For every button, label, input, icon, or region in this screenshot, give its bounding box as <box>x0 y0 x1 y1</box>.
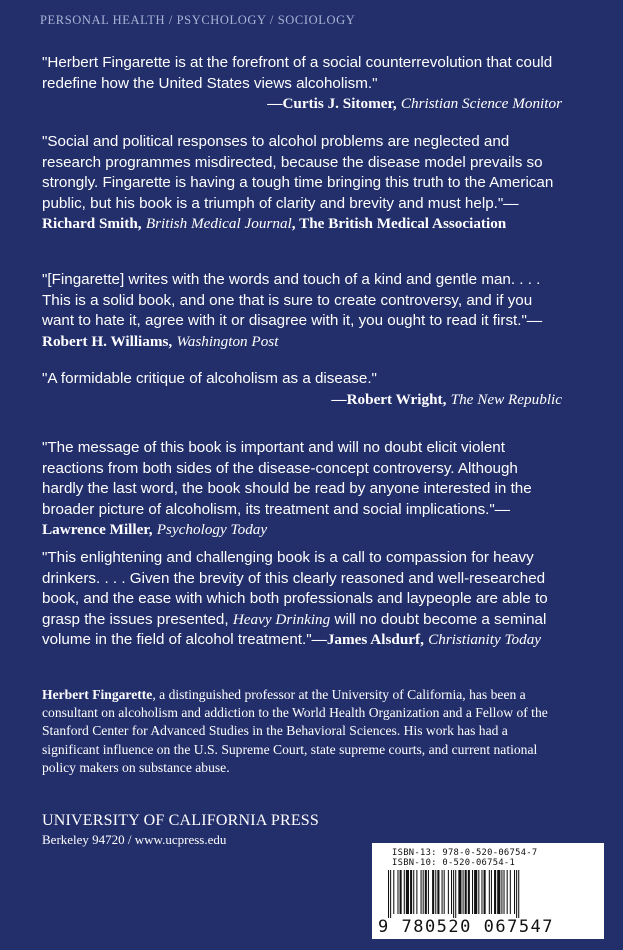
quote-author: —Robert Wright, <box>331 390 447 408</box>
author-bio <box>42 686 567 777</box>
quote-text: "This enlightening and challenging book is a call to compassion for heavy drinkers. . . . Given the brevity of this clearly reasoned and well-researched book, and the ease with which both professionals and laypeople are able to grasp the issues presented, <box>42 549 548 628</box>
quote-source: Christianity Today <box>428 631 542 648</box>
quote-author: —Curtis J. Sitomer, <box>267 95 397 112</box>
quote-inline-title: Heavy Drinking <box>232 610 331 628</box>
quote-author: — Robert H. Williams, <box>42 312 543 350</box>
barcode-bar <box>428 870 429 914</box>
author-name: Herbert Fingarette <box>42 687 153 702</box>
quote-attribution-line <box>42 390 562 411</box>
quote-source: Washington Post <box>176 332 279 350</box>
barcode-bar <box>406 870 409 914</box>
review-quote <box>42 438 562 541</box>
barcode-bar <box>455 870 456 918</box>
quote-text: "[Fingarette] writes with the words and touch of a kind and gentle man. . . . This is a solid book, and one that is sure to create controversy, and if you want to hate it, agree with it or disagree with it, you ought to read it first." <box>42 271 541 329</box>
publisher-address: Berkeley 94720 / www.ucpress.edu <box>42 832 227 847</box>
isbn10-label: ISBN-10: 0-520-06754-1 <box>392 858 516 868</box>
quote-text-continued: will no doubt become a seminal volume in the field of alcohol treatment." <box>42 610 547 648</box>
barcode-bar <box>481 870 482 914</box>
review-quote <box>42 270 562 352</box>
quote-text: "Social and political responses to alcohol problems are neglected and research programmes misdirected, because the disease model prevails so strongly. Fingarette is having a tough time bringing this truth to the American public, but his book is a triumph of clarity and brevity and must help." <box>42 133 554 212</box>
barcode-bar <box>404 870 405 914</box>
review-quote <box>42 369 562 410</box>
author-bio-text: , a distinguished professor at the University of California, has been a consultant on alcoholism and addiction to the World Health Organization and a Fellow of the Stanford Center for Advanced Studies in the Behavioral Sciences. His work has had a significant influence on the U.S. Supreme Court, state supreme courts, and current national policy makers on substance abuse. <box>42 687 548 775</box>
barcode-bar <box>510 870 511 914</box>
barcode-bar <box>416 870 417 914</box>
quote-author: —Richard Smith, <box>42 194 519 232</box>
quote-source: Christian Science Monitor <box>400 95 562 112</box>
quote-author: —Lawrence Miller, <box>42 500 510 538</box>
barcode-bar <box>435 870 436 914</box>
barcode-bar <box>491 870 492 914</box>
barcode-bar <box>390 870 391 918</box>
barcode-bar <box>474 870 477 914</box>
quote-text: "The message of this book is important and will no doubt elicit violent reactions from both sides of the disease-concept controversy. Although hardly the last word, the book should be read by anyone interested in the broader picture of alcoholism, its treatment and social implications." <box>42 439 532 518</box>
isbn13-label: ISBN-13: 978-0-520-06754-7 <box>392 848 538 858</box>
review-quote <box>42 53 562 115</box>
barcode-bar <box>453 870 454 918</box>
barcode-bar <box>442 870 443 914</box>
barcode-bar <box>451 870 452 914</box>
barcode-bar <box>448 870 449 914</box>
quote-source: The New Republic <box>450 390 562 408</box>
barcode-bar <box>413 870 414 914</box>
barcode-bar <box>437 870 439 914</box>
category-line: PERSONAL HEALTH / PSYCHOLOGY / SOCIOLOGY <box>40 13 356 27</box>
review-quote <box>42 132 562 235</box>
barcode-bar <box>518 870 519 918</box>
barcode-bar <box>468 870 470 914</box>
barcode-bar <box>400 870 402 914</box>
quote-attribution-line <box>42 94 562 115</box>
isbn-barcode <box>372 843 604 939</box>
barcode-bar <box>497 870 500 914</box>
barcode-bar <box>444 870 445 914</box>
barcode-bar <box>514 870 515 914</box>
publisher-name: UNIVERSITY OF CALIFORNIA PRESS <box>42 812 319 829</box>
barcode-bars <box>386 870 592 918</box>
barcode-bar <box>501 870 502 914</box>
barcode-bar <box>458 870 461 914</box>
quote-text: "Herbert Fingarette is at the forefront of a social counterrevolution that could redefine how the United States views alcoholism." <box>42 54 553 92</box>
barcode-bar <box>463 870 464 914</box>
barcode-bar <box>465 870 467 914</box>
barcode-bar <box>504 870 505 914</box>
barcode-bar <box>516 870 517 918</box>
barcode-bar <box>425 870 427 914</box>
quote-source: Psychology Today <box>156 521 268 538</box>
barcode-bar <box>397 870 398 914</box>
review-quote <box>42 548 562 651</box>
barcode-bar <box>507 870 508 914</box>
barcode-bar <box>484 870 486 914</box>
barcode-bar <box>432 870 434 914</box>
barcode-bar <box>388 870 389 918</box>
barcode-bar <box>489 870 490 914</box>
barcode-bar <box>478 870 479 914</box>
barcode-digits: 9 780520 067547 <box>378 917 555 937</box>
quote-source: British Medical Journal <box>145 215 292 232</box>
barcode-bar <box>393 870 394 914</box>
barcode-bar <box>472 870 473 914</box>
quote-author: —James Alsdurf, <box>311 631 424 648</box>
barcode-bar <box>423 870 424 914</box>
barcode-bar <box>421 870 422 914</box>
quote-text: "A formidable critique of alcoholism as a disease." <box>42 370 377 387</box>
quote-source-org: , The British Medical Association <box>291 215 507 232</box>
barcode-bar <box>410 870 412 914</box>
barcode-bar <box>494 870 496 914</box>
